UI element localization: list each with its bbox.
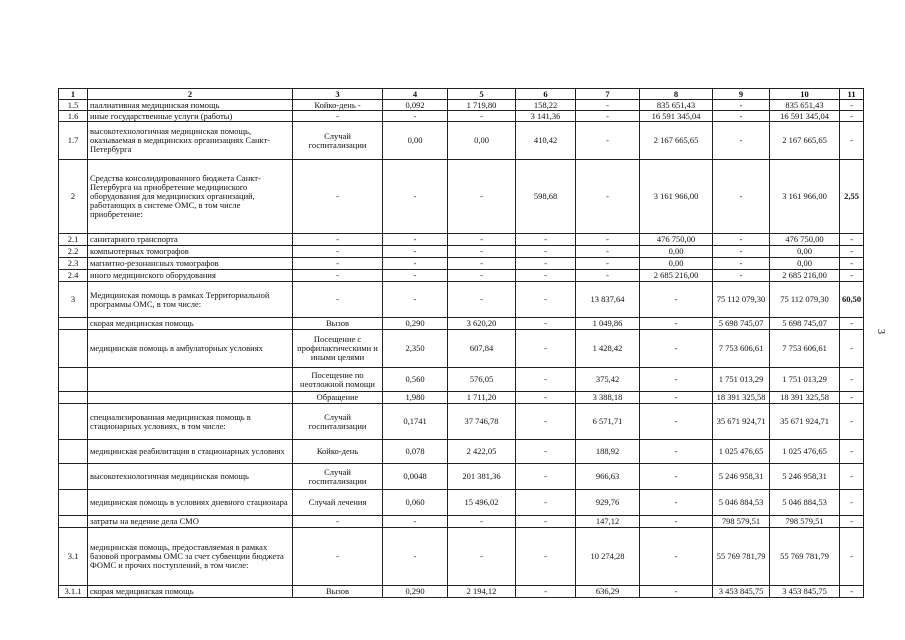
cell-col-10: 5 046 884,53 xyxy=(770,490,840,516)
cell-col-8: - xyxy=(640,586,713,598)
cell-col-6: - xyxy=(516,528,576,586)
cell-col-3: Посещение с профилактическими и иными целями xyxy=(293,330,383,368)
cell-col-8: 0,00 xyxy=(640,246,713,258)
cell-col-6: - xyxy=(516,246,576,258)
cell-col-6: - xyxy=(516,318,576,330)
cell-col-9: - xyxy=(713,100,770,111)
cell-col-3: Посещение по неотложной помощи xyxy=(293,368,383,392)
cell-col-9: 1 751 013,29 xyxy=(713,368,770,392)
cell-col-10: 1 751 013,29 xyxy=(770,368,840,392)
cell-col-9: 5 046 884,53 xyxy=(713,490,770,516)
cell-col-2 xyxy=(88,392,293,404)
cell-col-6: 3 141,36 xyxy=(516,111,576,122)
cell-col-7: 966,63 xyxy=(576,464,640,490)
table-row xyxy=(59,318,864,330)
cell-col-3: Вызов xyxy=(293,318,383,330)
cell-col-8: - xyxy=(640,282,713,318)
cell-col-10: 1 025 476,65 xyxy=(770,440,840,464)
cell-col-4: - xyxy=(383,111,448,122)
cell-col-6: 158,22 xyxy=(516,100,576,111)
cell-col-10: 3 453 845,75 xyxy=(770,586,840,598)
cell-col-4: - xyxy=(383,234,448,246)
cell-col-11: 60,50 xyxy=(840,282,864,318)
cell-col-7: 147,12 xyxy=(576,516,640,528)
table-row xyxy=(59,464,864,490)
cell-col-9: 35 671 924,71 xyxy=(713,404,770,440)
cell-col-10: 7 753 606,61 xyxy=(770,330,840,368)
cell-col-11: - xyxy=(840,490,864,516)
cell-col-10: 0,00 xyxy=(770,258,840,270)
column-header-4: 4 xyxy=(383,89,448,100)
column-header-6: 6 xyxy=(516,89,576,100)
cell-col-8: - xyxy=(640,440,713,464)
cell-col-10: 2 685 216,00 xyxy=(770,270,840,282)
cell-col-4: 0,290 xyxy=(383,586,448,598)
cell-col-5: - xyxy=(448,282,516,318)
cell-col-10: 3 161 966,00 xyxy=(770,160,840,234)
cell-col-4: - xyxy=(383,270,448,282)
cell-col-6: - xyxy=(516,404,576,440)
cell-col-3: - xyxy=(293,516,383,528)
cell-col-10: 75 112 079,30 xyxy=(770,282,840,318)
cell-col-8: - xyxy=(640,464,713,490)
cell-col-4: 0,00 xyxy=(383,122,448,160)
cell-col-8: - xyxy=(640,368,713,392)
cell-col-10: 835 651,43 xyxy=(770,100,840,111)
cell-col-6: - xyxy=(516,368,576,392)
cell-col-9: 75 112 079,30 xyxy=(713,282,770,318)
cell-col-2: скорая медицинская помощь xyxy=(88,318,293,330)
column-header-1: 1 xyxy=(59,89,88,100)
cell-col-8: - xyxy=(640,330,713,368)
cell-col-6: - xyxy=(516,586,576,598)
table-row xyxy=(59,440,864,464)
cell-col-3: - xyxy=(293,111,383,122)
cell-col-6: - xyxy=(516,392,576,404)
cell-col-2: иного медицинского оборудования xyxy=(88,270,293,282)
cell-col-8: 476 750,00 xyxy=(640,234,713,246)
column-header-11: 11 xyxy=(840,89,864,100)
cell-col-5: 1 711,20 xyxy=(448,392,516,404)
cell-col-7: 929,76 xyxy=(576,490,640,516)
cell-col-2: скорая медицинская помощь xyxy=(88,586,293,598)
cell-col-9: 798 579,51 xyxy=(713,516,770,528)
cell-col-9: 5 246 958,31 xyxy=(713,464,770,490)
cell-col-6: - xyxy=(516,258,576,270)
cell-col-3: Случай госпитализации xyxy=(293,464,383,490)
cell-col-11: - xyxy=(840,122,864,160)
cell-col-11: - xyxy=(840,516,864,528)
cell-col-11: 2,55 xyxy=(840,160,864,234)
cell-col-2: медицинская реабилитация в стационарных условиях xyxy=(88,440,293,464)
cell-col-11: - xyxy=(840,258,864,270)
cell-col-1: 1.7 xyxy=(59,122,88,160)
column-header-10: 10 xyxy=(770,89,840,100)
cell-col-2: Средства консолидированного бюджета Санкт-Петербурга на приобретение медицинского оборудования для медицинских организаций, работающих в системе ОМС, в том числе приобретение: xyxy=(88,160,293,234)
cell-col-2: санитарного транспорта xyxy=(88,234,293,246)
cell-col-10: 5 246 958,31 xyxy=(770,464,840,490)
cell-col-1 xyxy=(59,392,88,404)
cell-col-3: Обращение xyxy=(293,392,383,404)
cell-col-9: - xyxy=(713,122,770,160)
cell-col-5: 3 620,20 xyxy=(448,318,516,330)
cell-col-5: - xyxy=(448,111,516,122)
cell-col-9: 7 753 606,61 xyxy=(713,330,770,368)
cell-col-11: - xyxy=(840,586,864,598)
cell-col-8: - xyxy=(640,404,713,440)
cell-col-4: 0,078 xyxy=(383,440,448,464)
cell-col-1 xyxy=(59,440,88,464)
table-row xyxy=(59,282,864,318)
cell-col-11: - xyxy=(840,318,864,330)
cell-col-11: - xyxy=(840,464,864,490)
cell-col-8: 0,00 xyxy=(640,258,713,270)
cell-col-7: - xyxy=(576,258,640,270)
cell-col-7: 375,42 xyxy=(576,368,640,392)
cell-col-1: 2 xyxy=(59,160,88,234)
cell-col-8: - xyxy=(640,516,713,528)
cell-col-4: - xyxy=(383,246,448,258)
table-row xyxy=(59,404,864,440)
cell-col-1: 1.5 xyxy=(59,100,88,111)
table-row xyxy=(59,100,864,111)
cell-col-11: - xyxy=(840,330,864,368)
cell-col-11: - xyxy=(840,111,864,122)
cell-col-3: - xyxy=(293,258,383,270)
cell-col-6: 410,42 xyxy=(516,122,576,160)
cell-col-8: - xyxy=(640,490,713,516)
cell-col-10: 16 591 345,04 xyxy=(770,111,840,122)
cell-col-2: медицинская помощь, предоставляемая в рамках базовой программы ОМС за счет субвенции бюджета ФОМС и прочих поступлений, в том числе: xyxy=(88,528,293,586)
cell-col-3: - xyxy=(293,282,383,318)
cell-col-1: 2.4 xyxy=(59,270,88,282)
cell-col-9: 55 769 781,79 xyxy=(713,528,770,586)
cell-col-4: 0,0048 xyxy=(383,464,448,490)
column-header-3: 3 xyxy=(293,89,383,100)
cell-col-6: - xyxy=(516,490,576,516)
cell-col-7: - xyxy=(576,246,640,258)
cell-col-4: 0,560 xyxy=(383,368,448,392)
cell-col-9: - xyxy=(713,258,770,270)
page-number: 3 xyxy=(875,329,886,334)
cell-col-5: - xyxy=(448,246,516,258)
cell-col-9: - xyxy=(713,160,770,234)
cell-col-2: медицинская помощь в условиях дневного стационара xyxy=(88,490,293,516)
cell-col-1 xyxy=(59,516,88,528)
cell-col-7: - xyxy=(576,160,640,234)
cell-col-1: 2.2 xyxy=(59,246,88,258)
cell-col-10: 5 698 745,07 xyxy=(770,318,840,330)
cell-col-1 xyxy=(59,490,88,516)
cell-col-7: 1 049,86 xyxy=(576,318,640,330)
cell-col-6: - xyxy=(516,516,576,528)
cell-col-1: 1.6 xyxy=(59,111,88,122)
cell-col-9: - xyxy=(713,246,770,258)
column-header-8: 8 xyxy=(640,89,713,100)
budget-table xyxy=(58,88,864,598)
cell-col-8: 2 685 216,00 xyxy=(640,270,713,282)
cell-col-9: - xyxy=(713,234,770,246)
column-header-5: 5 xyxy=(448,89,516,100)
cell-col-6: - xyxy=(516,330,576,368)
cell-col-1 xyxy=(59,368,88,392)
cell-col-7: - xyxy=(576,111,640,122)
cell-col-11: - xyxy=(840,404,864,440)
cell-col-5: - xyxy=(448,516,516,528)
cell-col-8: - xyxy=(640,528,713,586)
cell-col-7: - xyxy=(576,122,640,160)
cell-col-2: специализированная медицинская помощь в стационарных условиях, в том числе: xyxy=(88,404,293,440)
cell-col-3: Вызов xyxy=(293,586,383,598)
cell-col-5: - xyxy=(448,160,516,234)
cell-col-3: Койко-день - xyxy=(293,100,383,111)
cell-col-5: 2 194,12 xyxy=(448,586,516,598)
cell-col-1 xyxy=(59,464,88,490)
cell-col-7: - xyxy=(576,100,640,111)
table-row xyxy=(59,122,864,160)
cell-col-5: 576,05 xyxy=(448,368,516,392)
cell-col-5: 0,00 xyxy=(448,122,516,160)
table-row xyxy=(59,330,864,368)
cell-col-3: Случай лечения xyxy=(293,490,383,516)
cell-col-7: 6 571,71 xyxy=(576,404,640,440)
table-row xyxy=(59,160,864,234)
table-row xyxy=(59,586,864,598)
table-row xyxy=(59,392,864,404)
cell-col-2: магнитно-резонансных томографов xyxy=(88,258,293,270)
cell-col-11: - xyxy=(840,234,864,246)
table-row xyxy=(59,528,864,586)
cell-col-10: 798 579,51 xyxy=(770,516,840,528)
cell-col-4: - xyxy=(383,528,448,586)
cell-col-2: медицинская помощь в амбулаторных условиях xyxy=(88,330,293,368)
cell-col-11: - xyxy=(840,100,864,111)
cell-col-7: - xyxy=(576,270,640,282)
cell-col-1: 2.3 xyxy=(59,258,88,270)
cell-col-10: 55 769 781,79 xyxy=(770,528,840,586)
cell-col-6: - xyxy=(516,234,576,246)
cell-col-10: 35 671 924,71 xyxy=(770,404,840,440)
cell-col-8: 16 591 345,04 xyxy=(640,111,713,122)
cell-col-6: - xyxy=(516,440,576,464)
cell-col-9: 1 025 476,65 xyxy=(713,440,770,464)
cell-col-5: 1 719,80 xyxy=(448,100,516,111)
cell-col-10: 2 167 665,65 xyxy=(770,122,840,160)
cell-col-6: - xyxy=(516,282,576,318)
cell-col-7: 1 428,42 xyxy=(576,330,640,368)
cell-col-11: - xyxy=(840,368,864,392)
cell-col-11: - xyxy=(840,392,864,404)
cell-col-9: - xyxy=(713,270,770,282)
cell-col-2: компьютерных томографов xyxy=(88,246,293,258)
cell-col-7: 3 388,18 xyxy=(576,392,640,404)
cell-col-4: 0,290 xyxy=(383,318,448,330)
cell-col-2: паллиативная медицинская помощь xyxy=(88,100,293,111)
cell-col-3: - xyxy=(293,160,383,234)
cell-col-5: - xyxy=(448,270,516,282)
cell-col-8: 835 651,43 xyxy=(640,100,713,111)
cell-col-5: - xyxy=(448,234,516,246)
cell-col-11: - xyxy=(840,270,864,282)
cell-col-5: 201 381,36 xyxy=(448,464,516,490)
cell-col-4: 0,060 xyxy=(383,490,448,516)
cell-col-11: - xyxy=(840,528,864,586)
cell-col-1: 3.1 xyxy=(59,528,88,586)
table-row xyxy=(59,246,864,258)
cell-col-1 xyxy=(59,318,88,330)
cell-col-10: 0,00 xyxy=(770,246,840,258)
cell-col-10: 476 750,00 xyxy=(770,234,840,246)
cell-col-10: 18 391 325,58 xyxy=(770,392,840,404)
cell-col-2: высокотехнологичная медицинская помощь xyxy=(88,464,293,490)
cell-col-8: - xyxy=(640,392,713,404)
cell-col-5: 2 422,05 xyxy=(448,440,516,464)
cell-col-5: 607,84 xyxy=(448,330,516,368)
column-header-9: 9 xyxy=(713,89,770,100)
cell-col-9: - xyxy=(713,111,770,122)
cell-col-1: 3.1.1 xyxy=(59,586,88,598)
cell-col-2: высокотехнологичная медицинская помощь, оказываемая в медицинских организациях Санкт-Петербурга xyxy=(88,122,293,160)
table-row xyxy=(59,516,864,528)
table-row xyxy=(59,258,864,270)
cell-col-7: 188,92 xyxy=(576,440,640,464)
cell-col-11: - xyxy=(840,246,864,258)
cell-col-7: 636,29 xyxy=(576,586,640,598)
cell-col-8: 2 167 665,65 xyxy=(640,122,713,160)
cell-col-2: Медицинская помощь в рамках Территориальной программы ОМС, в том числе: xyxy=(88,282,293,318)
cell-col-4: - xyxy=(383,160,448,234)
cell-col-6: - xyxy=(516,270,576,282)
cell-col-7: 10 274,28 xyxy=(576,528,640,586)
cell-col-4: 1,980 xyxy=(383,392,448,404)
table-row xyxy=(59,270,864,282)
cell-col-9: 18 391 325,58 xyxy=(713,392,770,404)
cell-col-5: 37 746,78 xyxy=(448,404,516,440)
cell-col-11: - xyxy=(840,440,864,464)
cell-col-3: Койко-день xyxy=(293,440,383,464)
cell-col-4: - xyxy=(383,282,448,318)
cell-col-9: 5 698 745,07 xyxy=(713,318,770,330)
table-row xyxy=(59,234,864,246)
cell-col-6: - xyxy=(516,464,576,490)
cell-col-9: 3 453 845,75 xyxy=(713,586,770,598)
cell-col-1: 3 xyxy=(59,282,88,318)
cell-col-1 xyxy=(59,404,88,440)
cell-col-7: 13 837,64 xyxy=(576,282,640,318)
cell-col-4: - xyxy=(383,516,448,528)
cell-col-5: 15 496,02 xyxy=(448,490,516,516)
column-header-2: 2 xyxy=(88,89,293,100)
cell-col-4: 0,092 xyxy=(383,100,448,111)
cell-col-3: - xyxy=(293,246,383,258)
table-row xyxy=(59,368,864,392)
column-header-7: 7 xyxy=(576,89,640,100)
cell-col-3: Случай госпитализации xyxy=(293,122,383,160)
cell-col-4: 0,1741 xyxy=(383,404,448,440)
cell-col-4: 2,350 xyxy=(383,330,448,368)
cell-col-7: - xyxy=(576,234,640,246)
cell-col-3: - xyxy=(293,234,383,246)
cell-col-1: 2.1 xyxy=(59,234,88,246)
cell-col-5: - xyxy=(448,258,516,270)
cell-col-2 xyxy=(88,368,293,392)
cell-col-5: - xyxy=(448,528,516,586)
cell-col-4: - xyxy=(383,258,448,270)
cell-col-2: иные государственные услуги (работы) xyxy=(88,111,293,122)
cell-col-2: затраты на ведение дела СМО xyxy=(88,516,293,528)
cell-col-1 xyxy=(59,330,88,368)
table-row xyxy=(59,111,864,122)
cell-col-8: 3 161 966,00 xyxy=(640,160,713,234)
cell-col-3: - xyxy=(293,270,383,282)
header-row xyxy=(59,89,864,100)
cell-col-3: - xyxy=(293,528,383,586)
cell-col-6: 598,68 xyxy=(516,160,576,234)
table-row xyxy=(59,490,864,516)
cell-col-8: - xyxy=(640,318,713,330)
cell-col-3: Случай госпитализации xyxy=(293,404,383,440)
